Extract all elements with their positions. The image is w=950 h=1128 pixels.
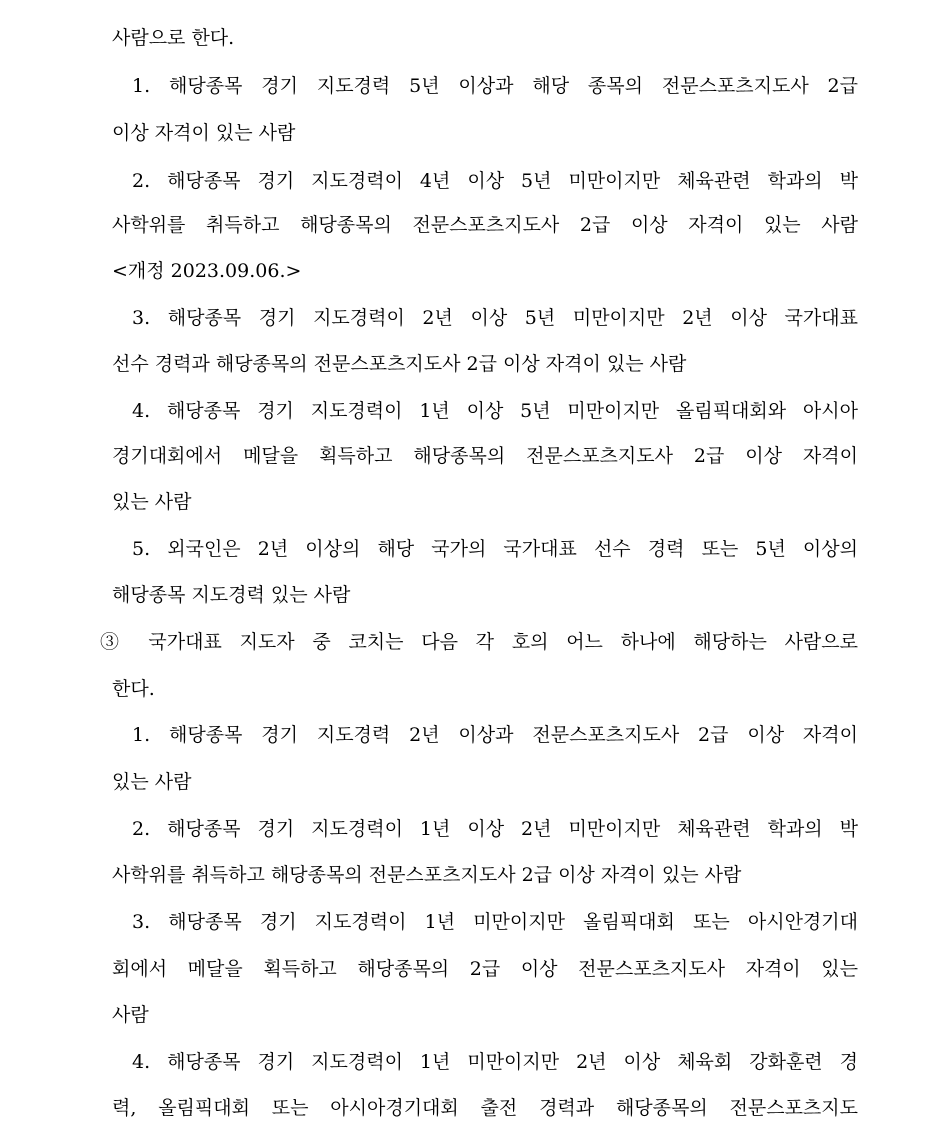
text-line: 회에서 메달을 획득하고 해당종목의 2급 이상 전문스포츠지도사 자격이 있는: [112, 958, 858, 980]
list-item-line: 2. 해당종목 경기 지도경력이 1년 이상 2년 미만이지만 체육관련 학과의 박: [132, 818, 858, 840]
list-item-line: 4. 해당종목 경기 지도경력이 1년 이상 5년 미만이지만 올림픽대회와 아시아: [132, 400, 858, 422]
text-line: 경기대회에서 메달을 획득하고 해당종목의 전문스포츠지도사 2급 이상 자격이: [112, 445, 858, 467]
text-line: 있는 사람: [112, 771, 192, 793]
text-line: 사람: [112, 1004, 149, 1026]
list-item-line: 5. 외국인은 2년 이상의 해당 국가의 국가대표 선수 경력 또는 5년 이상의: [132, 538, 858, 560]
text-line: 이상 자격이 있는 사람: [112, 122, 296, 144]
text-line: 해당종목 지도경력 있는 사람: [112, 584, 351, 606]
text-line: 사람으로 한다.: [112, 27, 235, 49]
list-item-line: 1. 해당종목 경기 지도경력 2년 이상과 전문스포츠지도사 2급 이상 자격이: [132, 724, 858, 746]
text-line: 사학위를 취득하고 해당종목의 전문스포츠지도사 2급 이상 자격이 있는 사람: [112, 214, 858, 236]
list-item-line: 3. 해당종목 경기 지도경력이 2년 이상 5년 미만이지만 2년 이상 국가대표: [132, 307, 858, 329]
amendment-note: <개정 2023.09.06.>: [112, 260, 302, 282]
paragraph-heading-line: ③ 국가대표 지도자 중 코치는 다음 각 호의 어느 하나에 해당하는 사람으로: [100, 631, 858, 653]
text-line: 있는 사람: [112, 491, 192, 513]
text-line: 한다.: [112, 678, 155, 700]
list-item-line: 1. 해당종목 경기 지도경력 5년 이상과 해당 종목의 전문스포츠지도사 2급: [132, 75, 858, 97]
list-item-line: 4. 해당종목 경기 지도경력이 1년 미만이지만 2년 이상 체육회 강화훈련 경: [132, 1051, 858, 1073]
text-line: 력, 올림픽대회 또는 아시아경기대회 출전 경력과 해당종목의 전문스포츠지도: [112, 1097, 858, 1119]
text-line: 선수 경력과 해당종목의 전문스포츠지도사 2급 이상 자격이 있는 사람: [112, 353, 687, 375]
text-line: 사학위를 취득하고 해당종목의 전문스포츠지도사 2급 이상 자격이 있는 사람: [112, 864, 742, 886]
list-item-line: 2. 해당종목 경기 지도경력이 4년 이상 5년 미만이지만 체육관련 학과의 박: [132, 170, 858, 192]
list-item-line: 3. 해당종목 경기 지도경력이 1년 미만이지만 올림픽대회 또는 아시안경기대: [132, 911, 858, 933]
